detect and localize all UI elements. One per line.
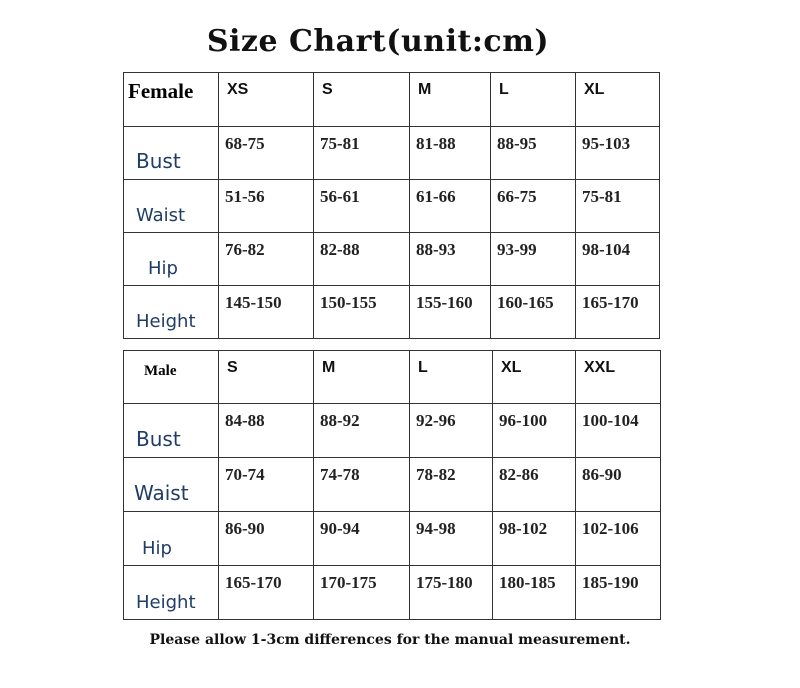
table-row — [124, 233, 660, 286]
size-value: 93-99 — [491, 233, 576, 286]
size-value: 88-95 — [491, 127, 576, 180]
size-value: 102-106 — [576, 512, 661, 566]
size-value: 75-81 — [314, 127, 410, 180]
size-value: 100-104 — [576, 404, 661, 458]
size-header: L — [410, 351, 493, 404]
size-header: M — [314, 351, 410, 404]
size-header: XXL — [576, 351, 661, 404]
size-value: 70-74 — [219, 458, 314, 512]
size-value: 180-185 — [493, 566, 576, 620]
row-label: Bust — [124, 404, 219, 458]
size-value: 90-94 — [314, 512, 410, 566]
row-label: Waist — [124, 180, 219, 233]
size-value: 81-88 — [410, 127, 491, 180]
size-value: 74-78 — [314, 458, 410, 512]
size-value: 66-75 — [491, 180, 576, 233]
size-value: 88-92 — [314, 404, 410, 458]
size-value: 76-82 — [219, 233, 314, 286]
table-row — [124, 512, 661, 566]
row-label: Hip — [124, 512, 219, 566]
size-value: 175-180 — [410, 566, 493, 620]
table-header-row — [124, 351, 661, 404]
female-size-table — [123, 72, 660, 339]
row-label: Hip — [124, 233, 219, 286]
size-value: 150-155 — [314, 286, 410, 339]
measurement-note: Please allow 1-3cm differences for the manual measurement. — [149, 632, 631, 648]
row-label: Bust — [124, 127, 219, 180]
size-value: 95-103 — [576, 127, 660, 180]
gender-label: Female — [124, 73, 219, 127]
table-row — [124, 566, 661, 620]
size-value: 98-104 — [576, 233, 660, 286]
gender-label: Male — [124, 351, 219, 404]
size-value: 86-90 — [576, 458, 661, 512]
size-value: 160-165 — [491, 286, 576, 339]
size-header: S — [219, 351, 314, 404]
table-header-row — [124, 73, 660, 127]
size-value: 86-90 — [219, 512, 314, 566]
size-value: 94-98 — [410, 512, 493, 566]
size-value: 68-75 — [219, 127, 314, 180]
table-row — [124, 127, 660, 180]
size-value: 92-96 — [410, 404, 493, 458]
size-value: 51-56 — [219, 180, 314, 233]
table-row — [124, 286, 660, 339]
row-label: Height — [124, 286, 219, 339]
size-value: 165-170 — [576, 286, 660, 339]
size-value: 170-175 — [314, 566, 410, 620]
table-row — [124, 458, 661, 512]
size-header: M — [410, 73, 491, 127]
size-value: 98-102 — [493, 512, 576, 566]
size-value: 165-170 — [219, 566, 314, 620]
size-value: 145-150 — [219, 286, 314, 339]
size-value: 56-61 — [314, 180, 410, 233]
row-label: Height — [124, 566, 219, 620]
size-header: L — [491, 73, 576, 127]
page-title: Size Chart(unit:cm) — [206, 24, 550, 59]
size-header: XS — [219, 73, 314, 127]
size-header: S — [314, 73, 410, 127]
male-size-table — [123, 350, 661, 620]
table-row — [124, 404, 661, 458]
size-value: 78-82 — [410, 458, 493, 512]
size-value: 96-100 — [493, 404, 576, 458]
row-label: Waist — [124, 458, 219, 512]
size-value: 84-88 — [219, 404, 314, 458]
table-row — [124, 180, 660, 233]
size-value: 155-160 — [410, 286, 491, 339]
size-value: 61-66 — [410, 180, 491, 233]
size-value: 82-88 — [314, 233, 410, 286]
size-value: 75-81 — [576, 180, 660, 233]
size-header: XL — [493, 351, 576, 404]
size-header: XL — [576, 73, 660, 127]
size-value: 82-86 — [493, 458, 576, 512]
size-value: 185-190 — [576, 566, 661, 620]
size-value: 88-93 — [410, 233, 491, 286]
